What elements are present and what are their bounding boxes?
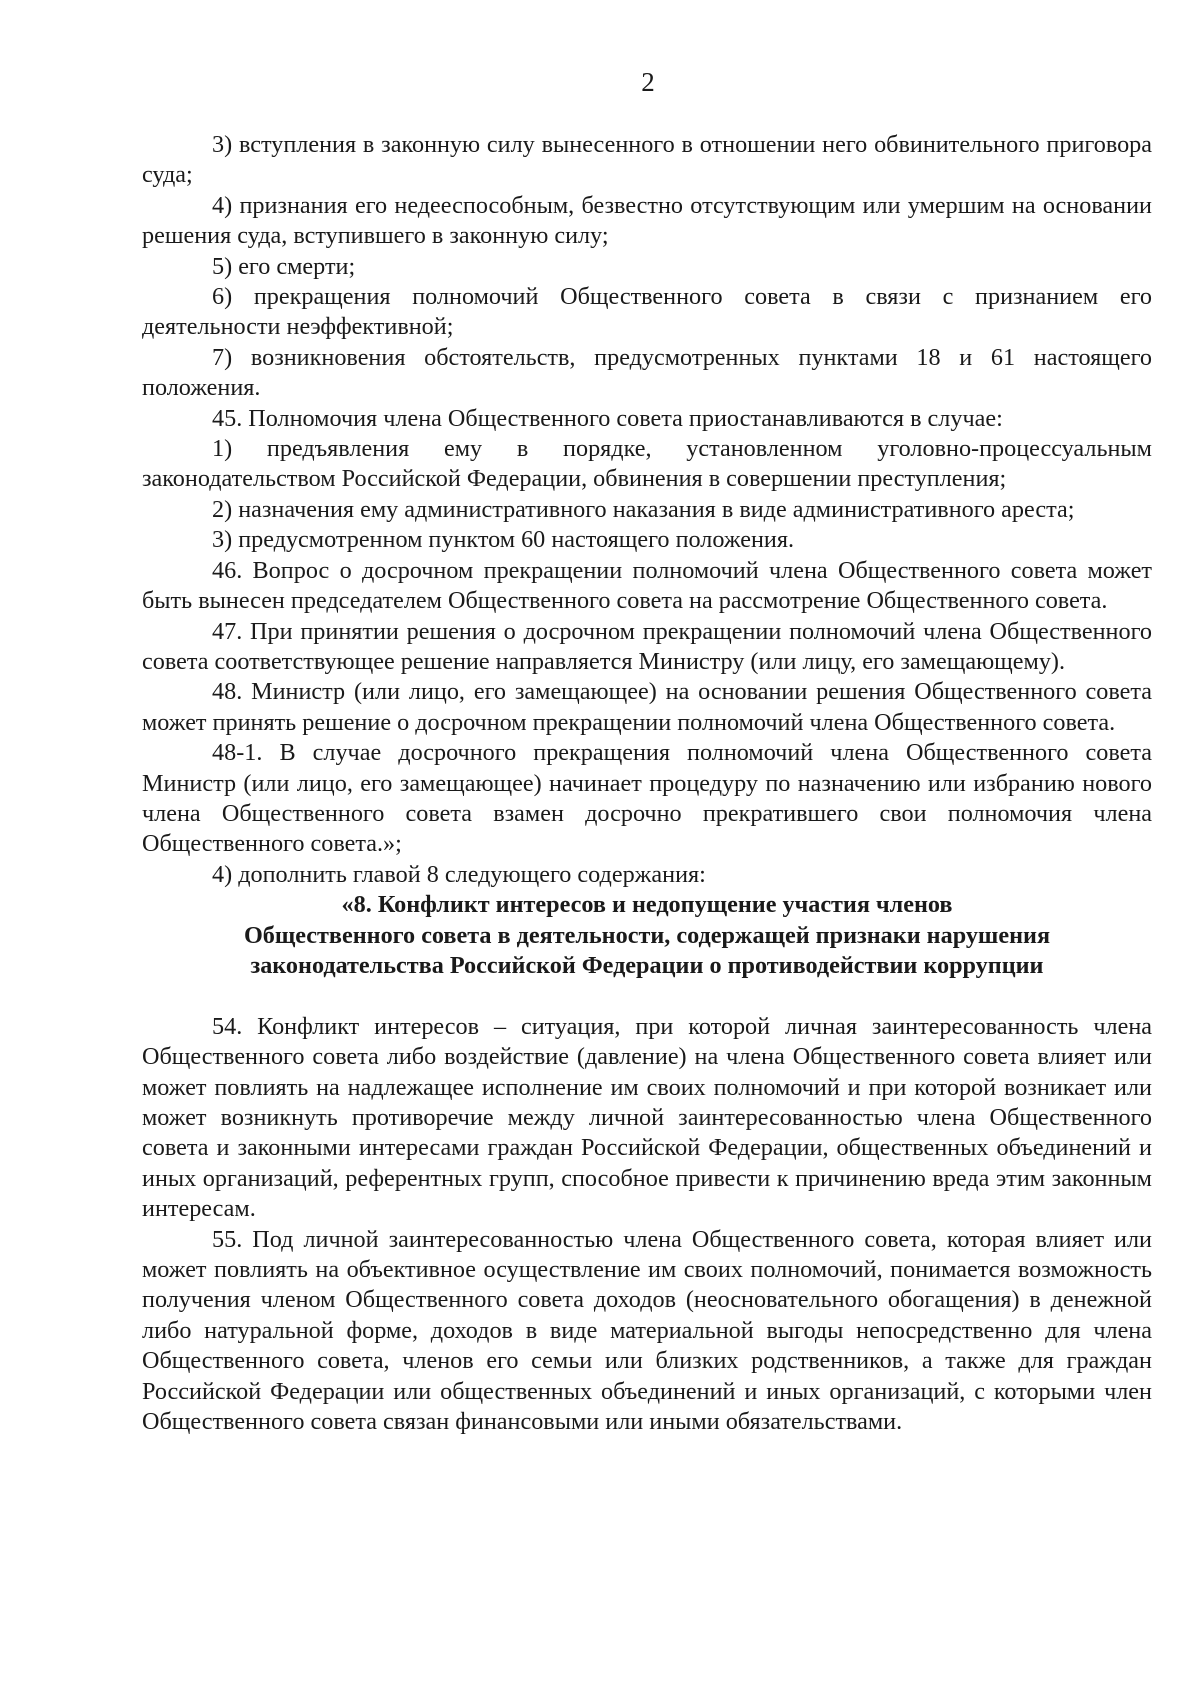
page-number: 2 — [641, 67, 655, 97]
paragraph: 48. Министр (или лицо, его замещающее) на основании решения Общественного совета может принять решение о досрочном прекращении полномочий члена Общественного совета. — [142, 678, 1152, 736]
chapter-heading-line: законодательства Российской Федерации о противодействии коррупции — [250, 951, 1044, 979]
paragraph: 47. При принятии решения о досрочном прекращении полномочий члена Общественного совета соответствующее решение направляется Министру (или лицу, его замещающему). — [142, 617, 1152, 675]
paragraph: 4) признания его недееспособным, безвестно отсутствующим или умершим на основании решения суда, вступившего в законную силу; — [142, 191, 1152, 250]
paragraph: 7) возникновения обстоятельств, предусмотренных пунктами 18 и 61 настоящего положения. — [142, 343, 1152, 402]
paragraph: 45. Полномочия члена Общественного совета приостанавливаются в случае: — [212, 404, 1003, 432]
document-body — [142, 130, 1152, 1437]
paragraph: 54. Конфликт интересов – ситуация, при которой личная заинтересованность члена Общественного совета либо воздействие (давление) на члена Общественного совета влияет или может повлиять на надлежащее исполнение им своих полномочий и при которой возникает или может возникнуть противоречие между личной заинтересованностью члена Общественного совета и законными интересами граждан Российской Федерации, общественных объединений и иных организаций, референтных групп, способное привести к причинению вреда этим законным интересам. — [142, 1012, 1152, 1223]
paragraph: 6) прекращения полномочий Общественного совета в связи с признанием его деятельности неэффективной; — [142, 283, 1152, 341]
paragraph: 1) предъявления ему в порядке, установленном уголовно-процессуальным законодательством Российской Федерации, обвинения в совершении преступления; — [142, 435, 1152, 493]
paragraph: 4) дополнить главой 8 следующего содержания: — [212, 860, 706, 888]
paragraph: 2) назначения ему административного наказания в виде административного ареста; — [212, 495, 1075, 523]
paragraph: 55. Под личной заинтересованностью члена Общественного совета, которая влияет или может повлиять на объективное осуществление им своих полномочий, понимается возможность получения членом Общественного совета доходов (неосновательного обогащения) в денежной либо натуральной форме, доходов в виде материальной выгоды непосредственно для члена Общественного совета, членов его семьи или близких родственников, а также для граждан Российской Федерации или общественных объединений и иных организаций, с которыми член Общественного совета связан финансовыми или иными обязательствами. — [142, 1225, 1152, 1436]
chapter-heading-line: Общественного совета в деятельности, содержащей признаки нарушения — [243, 921, 1051, 949]
chapter-heading — [142, 890, 1152, 981]
paragraph: 3) вступления в законную силу вынесенного в отношении него обвинительного приговора суда; — [142, 131, 1152, 189]
chapter-heading-line: «8. Конфликт интересов и недопущение участия членов — [341, 891, 953, 919]
paragraph: 5) его смерти; — [212, 252, 356, 280]
paragraph: 48-1. В случае досрочного прекращения полномочий члена Общественного совета Министр (или лицо, его замещающее) начинает процедуру по назначению или избранию нового члена Общественного совета взамен досрочно прекратившего свои полномочия члена Общественного совета.»; — [142, 739, 1152, 858]
paragraph: 46. Вопрос о досрочном прекращении полномочий члена Общественного совета может быть вынесен председателем Общественного совета на рассмотрение Общественного совета. — [142, 556, 1152, 615]
paragraph: 3) предусмотренном пунктом 60 настоящего положения. — [212, 526, 795, 554]
